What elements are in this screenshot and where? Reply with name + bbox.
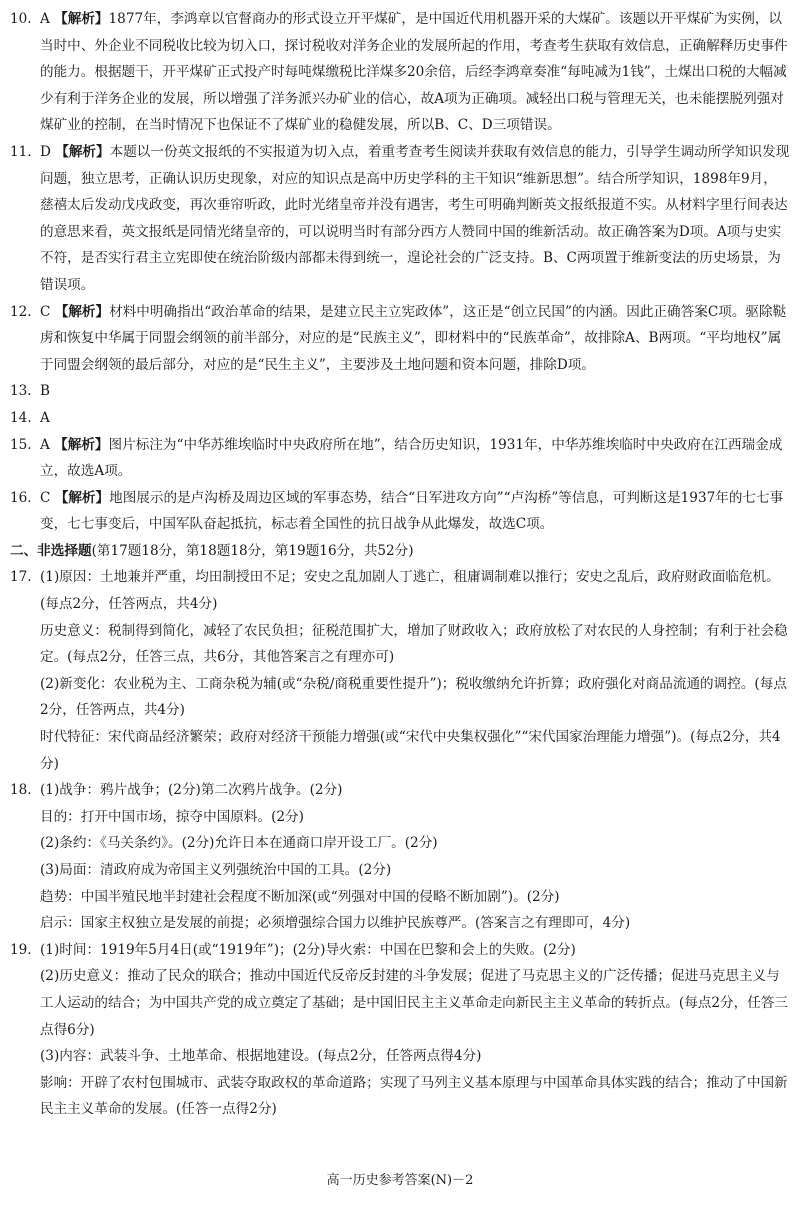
item-answer: D [40,143,51,160]
answer-line: (3)内容：武装斗争、土地革命、根据地建设。(每点2分，任答两点得4分) [40,1048,482,1065]
item-number: 12. [10,303,32,320]
answer-item-19 [10,937,790,1123]
item-number: 18. [10,782,32,799]
page-footer: 高一历史参考答案(N)－2 [326,1173,474,1188]
item-number: 10. [10,11,32,27]
answer-item-18 [10,777,790,937]
section-title: 二、非选择题 [10,542,92,559]
analysis-text: 地图展示的是卢沟桥及周边区域的军事态势，结合“日军进攻方向”“卢沟桥”等信息，可判断这是1937年的七七事变，七七事变后，中国军队奋起抵抗，标志着全国性的抗日战争从此爆发，故选C项。 [40,489,784,533]
answer-line: (1)战争：鸦片战争；(2分)第二次鸦片战争。(2分) [40,782,343,799]
analysis-text: 本题以一份英文报纸的不实报道为切入点，着重考查考生阅读并获取有效信息的能力，引导学生调动所学知识发现问题，独立思考，正确认识历史现象，对应的知识点是高中历史学科的主干知识“维新思想”。结合所学知识，1898年9月，慈禧太后发动戊戌政变，再次垂帘听政，此时光绪皇帝并没有遇害，考生可明确判断英文报纸报道不实。从材料字里行间表达的意思来看，英文报纸是同情光绪皇帝的，可以说明当时有部分西方人赞同中国的维新活动。故正确答案为D项。A项与史实不符，是否实行君主立宪即使在统治阶级内部都未得到统一，遑论社会的广泛支持。B、C两项置于维新变法的历史场景，为错误项。 [40,143,790,293]
answer-item-16 [10,485,790,538]
answer-line: 影响：开辟了农村包围城市、武装夺取政权的革命道路；实现了马列主义基本原理与中国革命具体实践的结合；推动了中国新民主主义革命的发展。(任答一点得2分) [40,1074,788,1118]
analysis-text: 1877年，李鸿章以官督商办的形式设立开平煤矿，是中国近代用机器开采的大煤矿。该题以开平煤矿为实例，以当时中、外企业不同税收比较为切入口，探讨税收对洋务企业的发展所起的作用，考查考生获取有效信息，正确解释历史事件的能力。根据题干，开平煤矿正式投产时每吨煤缴税比洋煤多20余倍，后经李鸿章奏准“每吨减为1钱”，土煤出口税的大幅减少有利于洋务企业的发展，所以增强了洋务派兴办矿业的信心，故A项为正确项。减轻出口税与管理无关，也未能摆脱列强对煤矿业的控制，在当时情况下也保证不了煤矿业的稳健发展，所以B、C、D三项错误。 [40,11,788,134]
answer-item-10 [10,6,790,139]
analysis-tag: 【解析】 [54,436,109,453]
answer-line: (3)局面：清政府成为帝国主义列强统治中国的工具。(2分) [40,862,392,878]
item-number: 17. [10,569,32,586]
item-answer: C [40,303,51,320]
answer-item-12 [10,299,790,379]
analysis-tag: 【解析】 [54,303,110,320]
item-answer: C [40,489,51,506]
answer-key-page [10,6,790,1123]
item-answer: A [40,409,50,426]
item-number: 15. [10,436,32,453]
answer-item-13 [10,378,790,405]
answer-item-11 [10,139,790,299]
analysis-tag: 【解析】 [54,489,110,506]
answer-item-15 [10,432,790,485]
answer-line: 历史意义：税制得到简化，减轻了农民负担；征税范围扩大，增加了财政收入；政府放松了对农民的人身控制；有利于社会稳定。(每点2分，任答三点，共6分，其他答案言之有理亦可) [40,622,788,666]
item-number: 14. [10,409,32,426]
analysis-text: 图片标注为“中华苏维埃临时中央政府所在地”，结合历史知识，1931年，中华苏维埃临时中央政府在江西瑞金成立，故选A项。 [40,436,783,480]
section-note: (第17题18分，第18题18分，第19题16分，共52分) [91,542,414,559]
item-number: 13. [10,383,32,400]
answer-line: 目的：打开中国市场，掠夺中国原料。(2分) [40,808,304,825]
answer-item-14 [10,405,790,432]
item-answer: B [40,383,50,400]
item-number: 16. [10,489,32,506]
item-answer: A [40,11,50,27]
answer-line: 时代特征：宋代商品经济繁荣；政府对经济干预能力增强(或“宋代中央集权强化”“宋代国家治理能力增强”)。(每点2分，共4分) [40,729,781,772]
answer-line: (2)历史意义：推动了民众的联合；推动中国近代反帝反封建的斗争发展；促进了马克思主义的广泛传播；促进马克思主义与工人运动的结合；为中国共产党的成立奠定了基础；是中国旧民主主义革命走向新民主主义革命的转折点。(每点2分，任答三点得6分) [40,968,789,1038]
answer-line: (2)条约：《马关条约》。(2分)允许日本在通商口岸开设工厂。(2分) [40,835,438,852]
answer-item-17 [10,564,790,777]
item-number: 11. [10,143,32,160]
item-answer: A [40,436,50,453]
analysis-tag: 【解析】 [55,143,110,160]
answer-line: (2)新变化：农业税为主、工商杂税为辅(或“杂税/商税重要性提升”)；税收缴纳允许折算；政府强化对商品流通的调控。(每点2分，任答两点，共4分) [40,675,787,719]
item-number: 19. [10,941,32,958]
answer-line: (1)原因：土地兼并严重，均田制授田不足；安史之乱加剧人丁逃亡，租庸调制难以推行；安史之乱后，政府财政面临危机。(每点2分，任答两点，共4分) [40,569,780,613]
section-heading [10,538,790,565]
analysis-tag: 【解析】 [54,11,109,27]
answer-line: 启示：国家主权独立是发展的前提；必须增强综合国力以维护民族尊严。(答案言之有理即可，4分) [40,915,631,932]
answer-line: (1)时间：1919年5月4日(或“1919年”)；(2分)导火索：中国在巴黎和会上的失败。(2分) [40,941,576,958]
analysis-text: 材料中明确指出“政治革命的结果，是建立民主立宪政体”，这正是“创立民国”的内涵。因此正确答案C项。驱除鞑虏和恢复中华属于同盟会纲领的前半部分，对应的是“民族主义”，即材料中的“民族革命”，故排除A、B两项。“平均地权”属于同盟会纲领的最后部分，对应的是“民生主义”，主要涉及土地问题和资本问题，排除D项。 [40,303,787,373]
answer-line: 趋势：中国半殖民地半封建社会程度不断加深(或“列强对中国的侵略不断加剧”)。(2分) [40,888,560,905]
